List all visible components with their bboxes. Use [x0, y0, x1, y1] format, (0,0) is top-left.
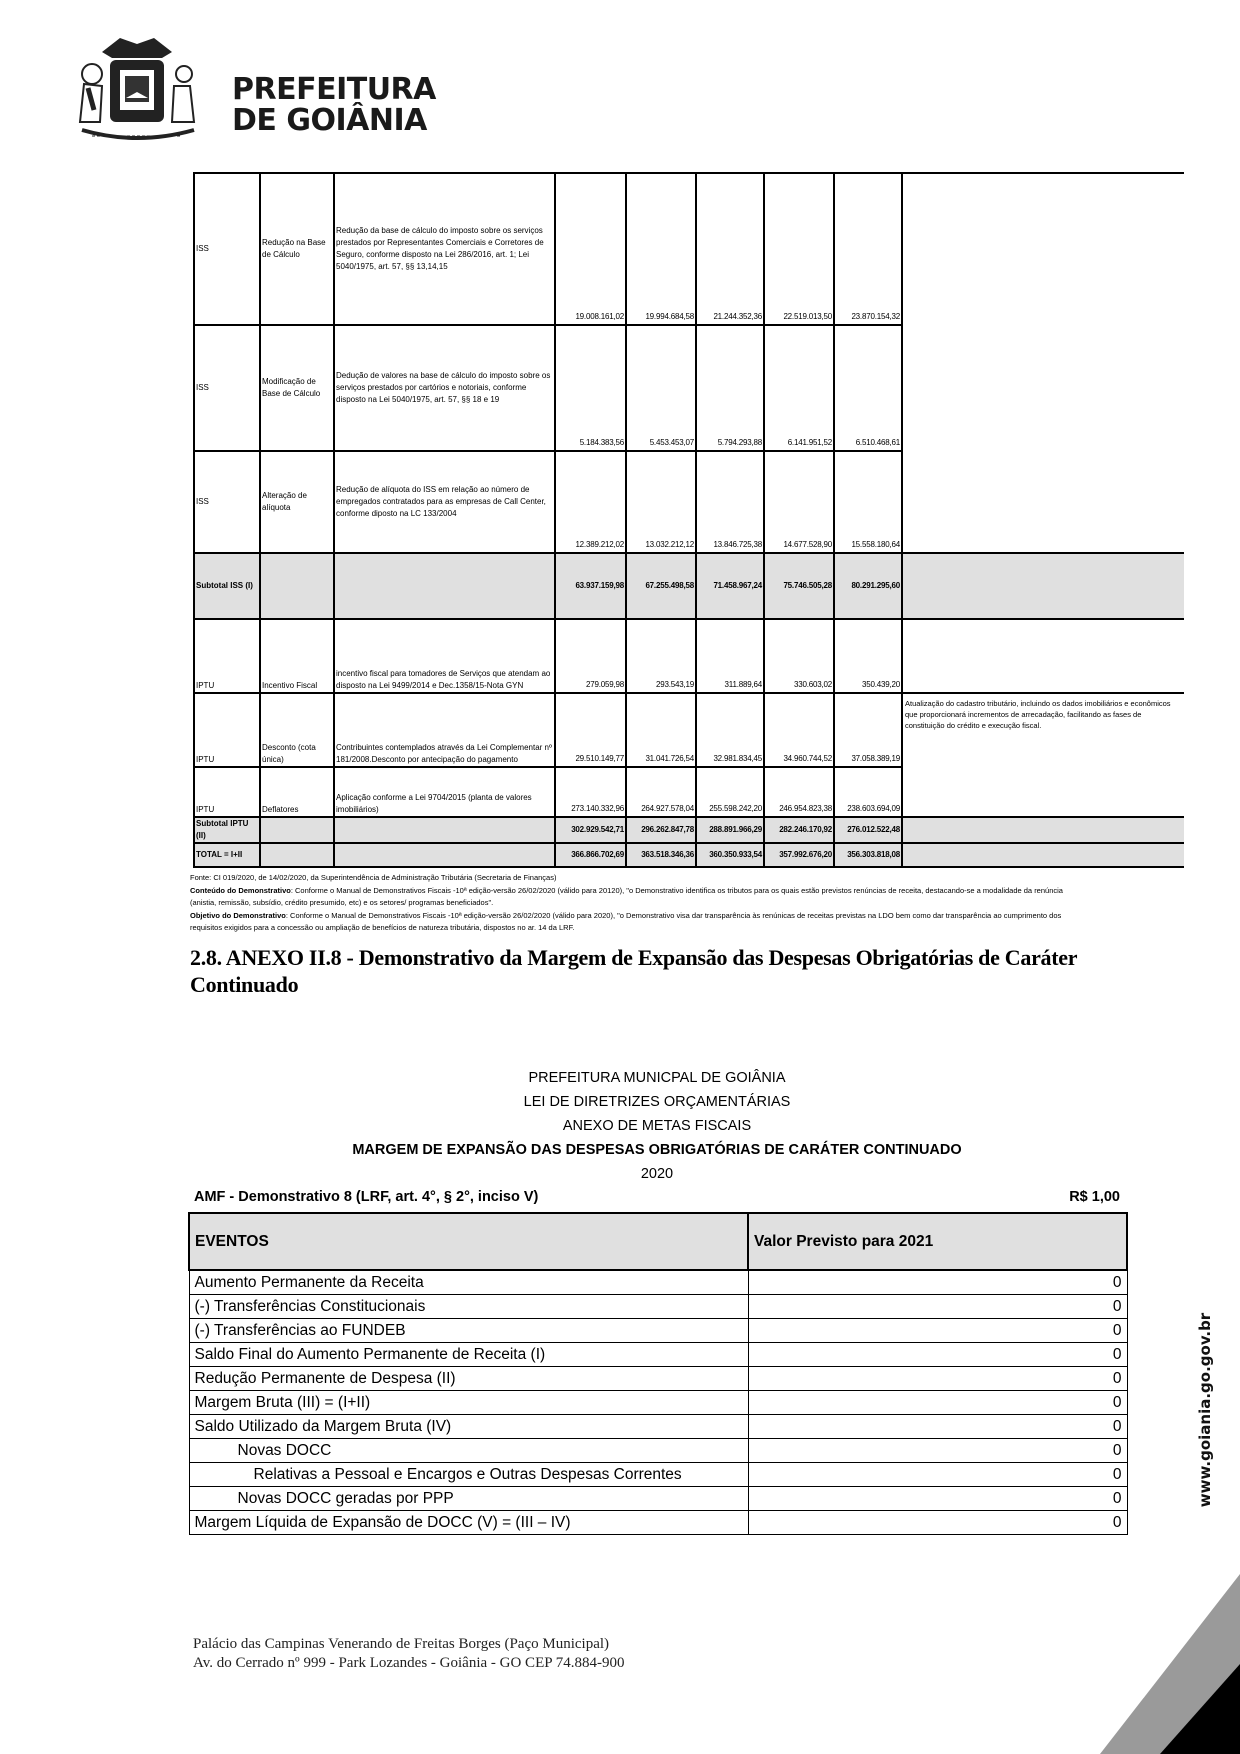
- subtotal-row: [194, 553, 1184, 619]
- descricao-cell: Aplicação conforme a Lei 9704/2015 (planta de valores imobiliários): [334, 767, 555, 817]
- value-cell: 357.992.676,20: [764, 843, 834, 867]
- margem-expansao-table: [188, 1212, 1128, 1535]
- demonstrativo-header: [188, 1066, 1126, 1186]
- evento-label: (-) Transferências ao FUNDEB: [189, 1319, 748, 1343]
- value-cell: 366.866.702,69: [555, 843, 626, 867]
- header-year: 2020: [640, 1166, 674, 1182]
- evento-value: 0: [748, 1463, 1127, 1487]
- modalidade-cell: Incentivo Fiscal: [260, 619, 334, 693]
- empty-cell: [334, 817, 555, 843]
- value-cell: 37.058.389,19: [834, 693, 902, 767]
- descricao-cell: Redução de alíquota do ISS em relação ao número de empregados contratados para as empresas de Call Center, conforme diposto na LC 133/2004: [334, 451, 555, 553]
- value-cell: 356.303.818,08: [834, 843, 902, 867]
- tributo-cell: ISS: [194, 451, 260, 553]
- table-row: [189, 1463, 1127, 1487]
- evento-value: 0: [748, 1439, 1127, 1463]
- subtotal-label: Subtotal IPTU (II): [194, 817, 260, 843]
- modalidade-cell: Deflatores: [260, 767, 334, 817]
- table-row: [189, 1415, 1127, 1439]
- empty-cell: [902, 817, 1184, 843]
- value-cell: 264.927.578,04: [626, 767, 696, 817]
- value-cell: 279.059,98: [555, 619, 626, 693]
- tributo-cell: IPTU: [194, 693, 260, 767]
- modalidade-cell: Redução na Base de Cálculo: [260, 173, 334, 325]
- compensacao-iptu-cell: Atualização do cadastro tributário, incluindo os dados imobiliários e econômicos que proporcionará incrementos de arrecadação, facilitando as fases de constituição do crédito e execução fiscal.: [902, 693, 1184, 817]
- value-cell: 22.519.013,50: [764, 173, 834, 325]
- footer-line-1: Palácio das Campinas Venerando de Freitas Borges (Paço Municipal): [193, 1636, 610, 1652]
- descricao-cell: Redução da base de cálculo do imposto sobre os serviços prestados por Representantes Comerciais e Corretores de Seguro, conforme disposto na Lei 286/2016, art. 1; Lei 5040/1975, art. 57, §§ 13,14,15: [334, 173, 555, 325]
- table-row: [189, 1319, 1127, 1343]
- objetivo-text: : Conforme o Manual de Demonstrativos Fiscais -10ª edição-versão 26/02/2020 (válido para 2020), "o Demonstrativo visa dar transparência às renúnicas de receitas previstas na LDO bem como dar transparência ao cumprimento dos requisitos exigidos para a concessão ou ampliação de benefícios de natureza tributária, dispostos no ar. 14 da LRF.: [190, 910, 1062, 932]
- value-cell: 5.184.383,56: [555, 325, 626, 451]
- value-cell: 67.255.498,58: [626, 553, 696, 619]
- tributo-cell: ISS: [194, 173, 260, 325]
- compensacao-cell: [902, 173, 1184, 553]
- value-cell: 5.794.293,88: [696, 325, 764, 451]
- evento-value: 0: [748, 1343, 1127, 1367]
- conteudo-label: Conteúdo do Demonstrativo: [190, 885, 291, 895]
- value-cell: 6.510.468,61: [834, 325, 902, 451]
- evento-label: Saldo Final do Aumento Permanente de Receita (I): [189, 1343, 748, 1367]
- col-eventos: EVENTOS: [189, 1213, 748, 1270]
- evento-value: 0: [748, 1511, 1127, 1535]
- evento-value: 0: [748, 1270, 1127, 1295]
- value-cell: 12.389.212,02: [555, 451, 626, 553]
- website-vertical: [1185, 1312, 1225, 1508]
- empty-cell: [260, 817, 334, 843]
- value-cell: 282.246.170,92: [764, 817, 834, 843]
- value-cell: 255.598.242,20: [696, 767, 764, 817]
- value-cell: 63.937.159,98: [555, 553, 626, 619]
- renuncia-receita-table: [193, 172, 1184, 868]
- value-cell: 29.510.149,77: [555, 693, 626, 767]
- website-link[interactable]: www.goiania.go.gov.br: [1196, 1312, 1214, 1508]
- table-row: [189, 1439, 1127, 1463]
- unit-label: R$ 1,00: [1069, 1189, 1120, 1205]
- value-cell: 21.244.352,36: [696, 173, 764, 325]
- evento-value: 0: [748, 1391, 1127, 1415]
- table-row: [189, 1511, 1127, 1535]
- value-cell: 276.012.522,48: [834, 817, 902, 843]
- tributo-cell: IPTU: [194, 767, 260, 817]
- evento-value: 0: [748, 1415, 1127, 1439]
- brand-line-2: DE GOIÂNIA: [232, 103, 427, 138]
- value-cell: 246.954.823,38: [764, 767, 834, 817]
- coat-of-arms-logo: [62, 30, 212, 150]
- evento-label: Novas DOCC geradas por PPP: [189, 1487, 748, 1511]
- descricao-cell: Contribuintes contemplados através da Lei Complementar nº 181/2008.Desconto por antecipação do pagamento: [334, 693, 555, 767]
- table-row: [189, 1343, 1127, 1367]
- modalidade-cell: Alteração de alíquota: [260, 451, 334, 553]
- table-row: [189, 1295, 1127, 1319]
- value-cell: 302.929.542,71: [555, 817, 626, 843]
- evento-value: 0: [748, 1319, 1127, 1343]
- header-line-1: PREFEITURA MUNICPAL DE GOIÂNIA: [528, 1070, 786, 1086]
- evento-label: Redução Permanente de Despesa (II): [189, 1367, 748, 1391]
- total-row: [194, 843, 1184, 867]
- value-cell: 13.846.725,38: [696, 451, 764, 553]
- value-cell: 293.543,19: [626, 619, 696, 693]
- value-cell: 350.439,20: [834, 619, 902, 693]
- conteudo-note: [190, 885, 1090, 910]
- value-cell: 31.041.726,54: [626, 693, 696, 767]
- value-cell: 296.262.847,78: [626, 817, 696, 843]
- table-header-row: [189, 1213, 1127, 1270]
- brand-line-1: PREFEITURA: [232, 72, 436, 107]
- empty-cell: [902, 843, 1184, 867]
- modalidade-cell: Modificação de Base de Cálculo: [260, 325, 334, 451]
- value-cell: 75.746.505,28: [764, 553, 834, 619]
- amf-label: AMF - Demonstrativo 8 (LRF, art. 4°, § 2°, inciso V): [194, 1189, 539, 1205]
- table-row: [189, 1487, 1127, 1511]
- empty-cell: [334, 553, 555, 619]
- value-cell: 238.603.694,09: [834, 767, 902, 817]
- evento-value: 0: [748, 1487, 1127, 1511]
- value-cell: 6.141.951,52: [764, 325, 834, 451]
- empty-cell: [260, 553, 334, 619]
- evento-label: Saldo Utilizado da Margem Bruta (IV): [189, 1415, 748, 1439]
- evento-label: (-) Transferências Constitucionais: [189, 1295, 748, 1319]
- empty-cell: [260, 843, 334, 867]
- header-line-3: ANEXO DE METAS FISCAIS: [562, 1118, 752, 1134]
- value-cell: 360.350.933,54: [696, 843, 764, 867]
- amf-caption: [194, 1189, 1120, 1205]
- value-cell: 80.291.295,60: [834, 553, 902, 619]
- evento-value: 0: [748, 1295, 1127, 1319]
- value-cell: 19.008.161,02: [555, 173, 626, 325]
- value-cell: 311.889,64: [696, 619, 764, 693]
- value-cell: 23.870.154,32: [834, 173, 902, 325]
- section-heading: 2.8. ANEXO II.8 - Demonstrativo da Margem de Expansão das Despesas Obrigatórias de Caráter Continuado: [190, 945, 1077, 997]
- brand-wordmark: [232, 74, 436, 136]
- value-cell: 13.032.212,12: [626, 451, 696, 553]
- empty-cell: [902, 619, 1184, 693]
- value-cell: 34.960.744,52: [764, 693, 834, 767]
- col-valor: Valor Previsto para 2021: [748, 1213, 1127, 1270]
- subtotal-row: [194, 817, 1184, 843]
- empty-cell: [334, 843, 555, 867]
- fonte-note: Fonte: CI 019/2020, de 14/02/2020, da Superintendência de Administração Tributária (Secretaria de Finanças): [190, 873, 557, 882]
- evento-label: Margem Líquida de Expansão de DOCC (V) = (III – IV): [189, 1511, 748, 1535]
- conteudo-text: : Conforme o Manual de Demonstrativos Fiscais -10ª edição-versão 26/02/2020 (válido para 20120), "o Demonstrativo identifica os tributos para os quais estão previstos renúncias de receita, destacando-se a modalidade da renúncia (anistia, remissão, subsídio, crédito presumido, etc) e os setores/ programas beneficiados".: [190, 885, 1063, 907]
- total-label: TOTAL = I+II: [194, 843, 260, 867]
- descricao-cell: incentivo fiscal para tomadores de Serviços que atendam ao disposto na Lei 9499/2014 e Dec.1358/15-Nota GYN: [334, 619, 555, 693]
- table-notes: [190, 872, 1090, 935]
- objetivo-note: [190, 910, 1090, 935]
- table-row: [194, 693, 1184, 767]
- table-row: [194, 619, 1184, 693]
- empty-cell: [902, 553, 1184, 619]
- table-row: [194, 173, 1184, 325]
- value-cell: 288.891.966,29: [696, 817, 764, 843]
- value-cell: 32.981.834,45: [696, 693, 764, 767]
- evento-label: Relativas a Pessoal e Encargos e Outras Despesas Correntes: [189, 1463, 748, 1487]
- descricao-cell: Dedução de valores na base de cálculo do imposto sobre os serviços prestados por cartórios e notoriais, conforme disposto na Lei 5040/1975, art. 57, §§ 18 e 19: [334, 325, 555, 451]
- evento-label: Margem Bruta (III) = (I+II): [189, 1391, 748, 1415]
- modalidade-cell: Desconto (cota única): [260, 693, 334, 767]
- value-cell: 330.603,02: [764, 619, 834, 693]
- value-cell: 14.677.528,90: [764, 451, 834, 553]
- value-cell: 71.458.967,24: [696, 553, 764, 619]
- value-cell: 15.558.180,64: [834, 451, 902, 553]
- table-row: [189, 1391, 1127, 1415]
- header-line-4: MARGEM DE EXPANSÃO DAS DESPESAS OBRIGATÓRIAS DE CARÁTER CONTINUADO: [352, 1142, 962, 1158]
- evento-label: Novas DOCC: [189, 1439, 748, 1463]
- objetivo-label: Objetivo do Demonstrativo: [190, 910, 286, 920]
- subtotal-label: Subtotal ISS (I): [194, 553, 260, 619]
- table-row: [189, 1270, 1127, 1295]
- evento-value: 0: [748, 1367, 1127, 1391]
- tributo-cell: ISS: [194, 325, 260, 451]
- evento-label: Aumento Permanente da Receita: [189, 1270, 748, 1295]
- value-cell: 273.140.332,96: [555, 767, 626, 817]
- value-cell: 5.453.453,07: [626, 325, 696, 451]
- corner-decoration: [1100, 1574, 1240, 1754]
- value-cell: 19.994.684,58: [626, 173, 696, 325]
- header-line-2: LEI DE DIRETRIZES ORÇAMENTÁRIAS: [523, 1094, 791, 1110]
- page-footer: [193, 1635, 625, 1673]
- value-cell: 363.518.346,36: [626, 843, 696, 867]
- tributo-cell: IPTU: [194, 619, 260, 693]
- footer-line-2: Av. do Cerrado nº 999 - Park Lozandes - Goiânia - GO CEP 74.884-900: [193, 1655, 625, 1671]
- table-row: [189, 1367, 1127, 1391]
